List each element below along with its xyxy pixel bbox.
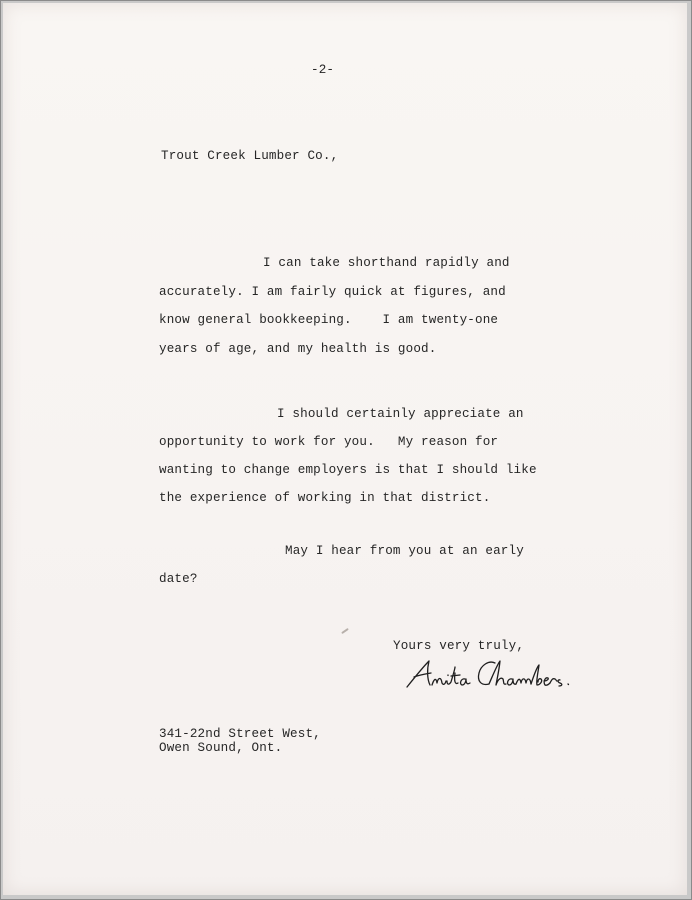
paragraph3-line1: May I hear from you at an early xyxy=(285,544,524,558)
handwritten-signature xyxy=(403,657,573,695)
paragraph2-line1: I should certainly appreciate an xyxy=(277,407,524,421)
recipient-line: Trout Creek Lumber Co., xyxy=(161,149,339,163)
paragraph1-line1: I can take shorthand rapidly and xyxy=(263,256,510,270)
paragraph3-line2: date? xyxy=(159,572,198,586)
page-number: -2- xyxy=(311,63,335,77)
paragraph2-line2: opportunity to work for you. My reason for xyxy=(159,435,499,449)
paragraph2-line4: the experience of working in that district. xyxy=(159,491,491,505)
address-line2: Owen Sound, Ont. xyxy=(159,741,283,755)
paragraph1-line4: years of age, and my health is good. xyxy=(159,342,437,356)
letter-page xyxy=(3,3,687,895)
paragraph2-line3: wanting to change employers is that I should like xyxy=(159,463,537,477)
closing-line: Yours very truly, xyxy=(393,639,525,653)
paper-mark xyxy=(341,628,349,634)
paragraph1-line3: know general bookkeeping. I am twenty-one xyxy=(159,313,499,327)
address-line1: 341-22nd Street West, xyxy=(159,727,321,741)
paragraph1-line2: accurately. I am fairly quick at figures, and xyxy=(159,285,506,299)
